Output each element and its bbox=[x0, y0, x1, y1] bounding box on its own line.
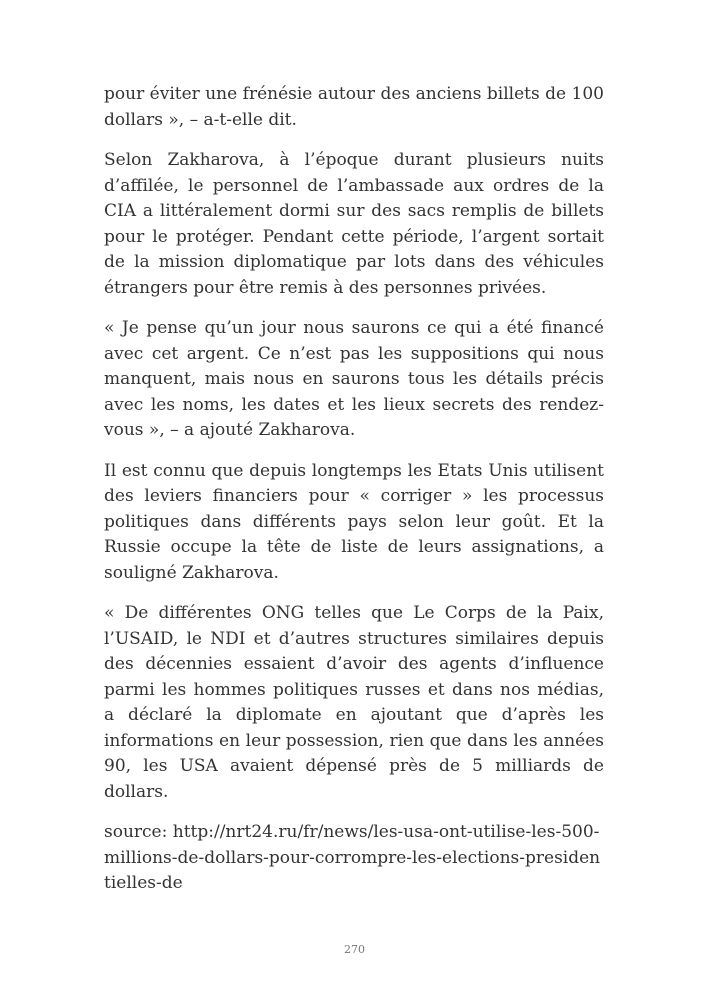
paragraph-2: Selon Zakharova, à l’époque durant plusieurs nuits d’affilée, le personnel de l’ambassade aux ordres de la CIA a littéralement dormi sur des sacs remplis de billets pour le protéger. Pendant cette période, l’argent sortait de la mission diplomatique par lots dans des véhicules étrangers pour être remis à des personnes privées. bbox=[104, 150, 604, 298]
paragraph-3: « Je pense qu’un jour nous saurons ce qui a été financé avec cet argent. Ce n’est pas les suppositions qui nous manquent, mais nous en saurons tous les détails précis avec les noms, les dates et les lieux secrets des rendez-vous », – a ajouté Zakharova. bbox=[104, 318, 604, 440]
page-body bbox=[104, 82, 604, 897]
paragraph-1: pour éviter une frénésie autour des anciens billets de 100 dollars », – a-t-elle dit. bbox=[104, 84, 604, 130]
paragraph-4: Il est connu que depuis longtemps les Etats Unis utilisent des leviers financiers pour « corriger » les processus politiques dans différents pays selon leur goût. Et la Russie occupe la tête de liste de leurs assignations, a souligné Zakharova. bbox=[104, 460, 604, 583]
page-number: 270 bbox=[344, 943, 365, 956]
paragraph-5: « De différentes ONG telles que Le Corps de la Paix, l’USAID, le NDI et d’autres structures similaires depuis des décennies essaient d’avoir des agents d’influence parmi les hommes politiques russes et dans nos médias, a déclaré la diplomate en ajoutant que d’après les informations en leur possession, rien que dans les années 90, les USA avaient dépensé près de 5 milliards de dollars. bbox=[104, 603, 604, 802]
source-citation: source: http://nrt24.ru/fr/news/les-usa-ont-utilise-les-500-millions-de-dollars-pour-corrompre-les-elections-presidentielles-de bbox=[104, 822, 601, 893]
